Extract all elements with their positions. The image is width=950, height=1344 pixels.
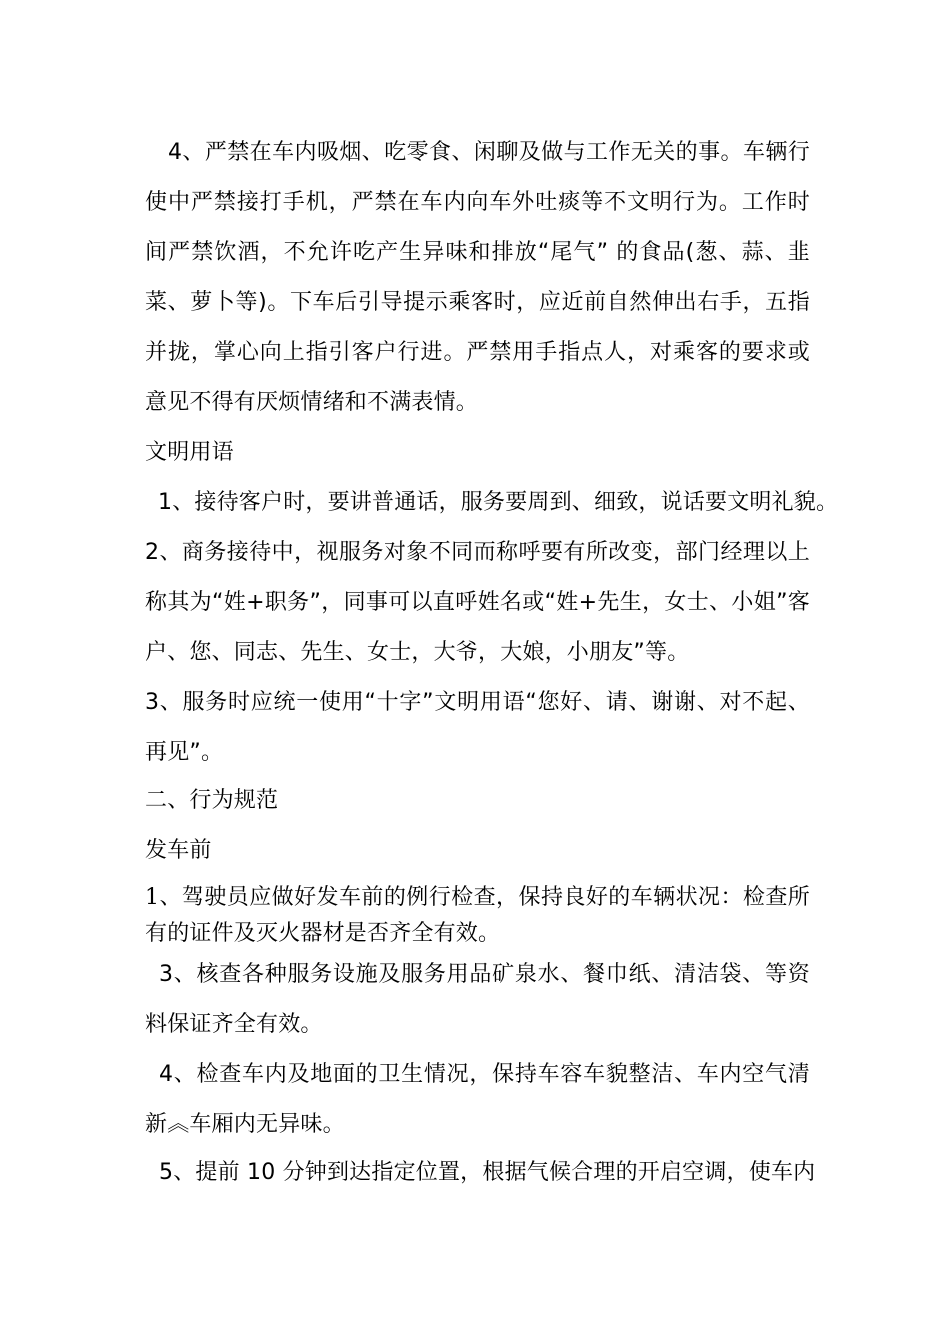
paragraph-before-1: 1、驾驶员应做好发车前的例行检查，保持良好的车辆状况：检查所有的证件及灭火器材是否齐全有效。	[145, 885, 810, 946]
section-heading-civil-language: 文明用语	[145, 440, 234, 465]
paragraph-language-1: 1、接待客户时，要讲普通话，服务要周到、细致，说话要文明礼貌。	[158, 490, 839, 515]
subheading-before-departure: 发车前	[145, 838, 212, 863]
paragraph-language-3: 3、服务时应统一使用“十字”文明用语“您好、请、谢谢、对不起、再见”。	[145, 690, 810, 765]
paragraph-rule-4: 4、严禁在车内吸烟、吃零食、闲聊及做与工作无关的事。车辆行使中严禁接打手机，严禁在车内向车外吐痰等不文明行为。工作时间严禁饮酒，不允许吃产生异味和排放“尾气” 的食品(葱、蒜、韭菜、萝卜等)。下车后引导提示乘客时，应近前自然伸出右手，五指并拢，掌心向上指引客户行进。严禁用手指点人，对乘客的要求或意见不得有厌烦情绪和不满表情。	[145, 140, 810, 415]
paragraph-before-3: 3、核查各种服务设施及服务用品矿泉水、餐巾纸、清洁袋、等资料保证齐全有效。	[145, 962, 810, 1037]
paragraph-language-2: 2、商务接待中，视服务对象不同而称呼要有所改变，部门经理以上称其为“姓+职务”，同事可以直呼姓名或“姓+先生，女士、小姐”客户、您、同志、先生、女士，大爷，大娘，小朋友”等。	[145, 540, 810, 665]
paragraph-before-5: 5、提前 10 分钟到达指定位置，根据气候合理的开启空调，使车内	[159, 1160, 816, 1185]
section-heading-behavior: 二、行为规范	[145, 788, 279, 813]
paragraph-before-4: 4、检查车内及地面的卫生情况，保持车容车貌整洁、车内空气清新︽车厢内无异味。	[145, 1062, 810, 1137]
